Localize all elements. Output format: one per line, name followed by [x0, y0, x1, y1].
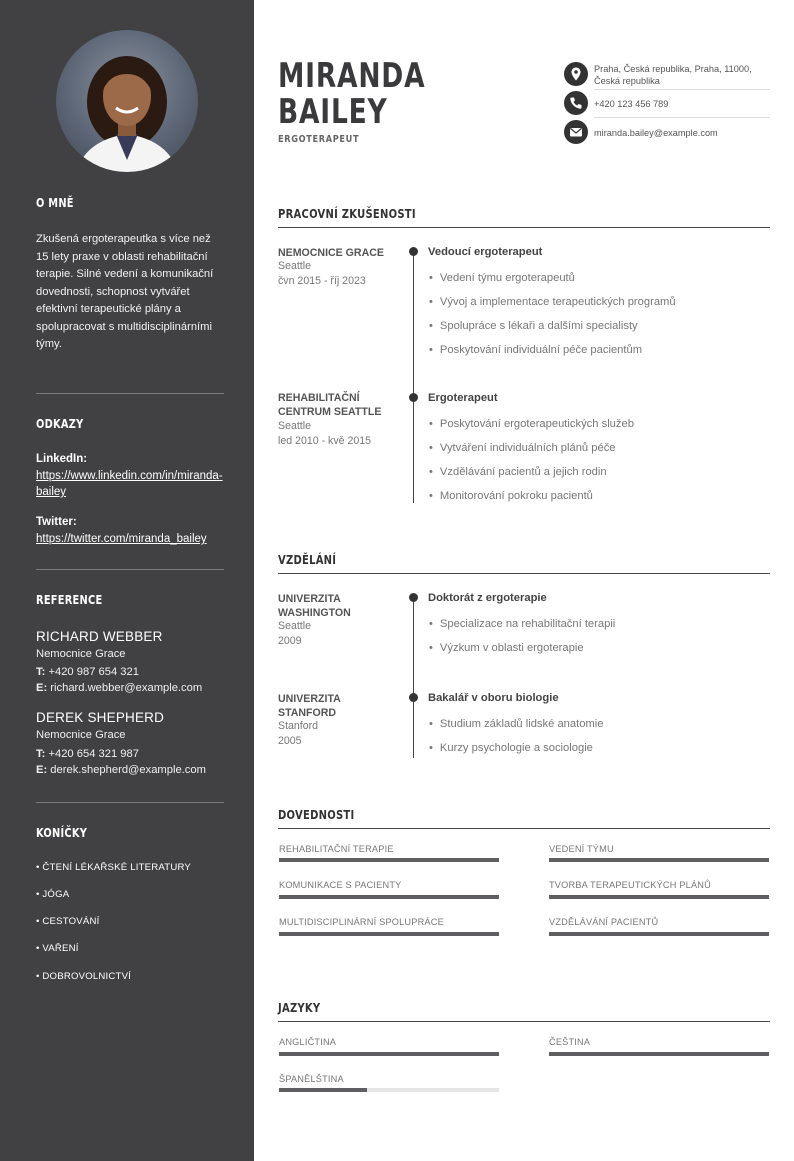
divider — [36, 802, 224, 803]
language-bar-fill — [279, 1088, 367, 1092]
reference-phone: T: +420 987 654 321 — [36, 666, 139, 678]
education-heading: VZDĚLÁNÍ — [278, 552, 337, 567]
skill-label: MULTIDISCIPLINÁRNÍ SPOLUPRÁCE — [279, 917, 444, 927]
about-heading: O MNĚ — [36, 196, 74, 210]
references-heading: REFERENCE — [36, 593, 103, 607]
skill-label: KOMUNIKACE S PACIENTY — [279, 880, 402, 890]
twitter-label: Twitter: — [36, 516, 77, 528]
skills-heading: DOVEDNOSTI — [278, 807, 355, 822]
links-heading: ODKAZY — [36, 417, 84, 431]
education-bullet: • Studium základů lidské anatomie — [429, 718, 603, 730]
job-bullet: • Vývoj a implementace terapeutických programů — [429, 296, 676, 308]
divider — [278, 1021, 770, 1022]
hobbies-heading: KONÍČKY — [36, 826, 88, 840]
skill-label: VZDĚLÁVÁNÍ PACIENTŮ — [549, 917, 659, 927]
about-text: Zkušená ergoterapeutka s více než 15 lety praxe v oblasti rehabilitační terapie. Silné vedení a komunikační dovednosti, schopnost vytvářet efektivní terapeutické plány a spolupracovat s multidisciplinárními týmy. — [36, 233, 214, 350]
skill-bar-fill — [549, 858, 769, 862]
job-bullet: • Poskytování ergoterapeutických služeb — [429, 418, 634, 430]
job-role: Ergoterapeut — [428, 392, 498, 404]
skill-bar — [549, 895, 769, 899]
contact-email[interactable]: miranda.bailey@example.com — [594, 128, 718, 138]
job-bullet: • Poskytování individuální péče pacientům — [429, 344, 642, 356]
timeline-line — [413, 251, 414, 503]
hobby-item: • CESTOVÁNÍ — [36, 916, 100, 927]
job-role: Vedoucí ergoterapeut — [428, 246, 543, 258]
reference-name: RICHARD WEBBER — [36, 629, 163, 644]
employer-name: NEMOCNICE GRACE — [278, 247, 384, 259]
education-bullet: • Specializace na rehabilitační terapii — [429, 618, 615, 630]
employer-location: Seattle — [278, 260, 311, 272]
job-bullet: • Vzdělávání pacientů a jejich rodin — [429, 466, 607, 478]
language-bar-fill — [549, 1052, 769, 1056]
skill-label: REHABILITAČNÍ TERAPIE — [279, 844, 394, 854]
graduation-year: 2009 — [278, 635, 302, 647]
language-bar — [549, 1052, 769, 1056]
timeline-dot — [409, 693, 418, 702]
timeline-dot — [409, 247, 418, 256]
divider — [36, 569, 224, 570]
profile-photo — [56, 30, 198, 172]
divider — [594, 117, 770, 118]
timeline-line — [413, 597, 414, 758]
employment-dates: čvn 2015 - říj 2023 — [278, 275, 366, 287]
job-title: ERGOTERAPEUT — [278, 134, 360, 145]
language-label: ANGLIČTINA — [279, 1037, 337, 1047]
divider — [278, 227, 770, 228]
skill-bar-fill — [279, 895, 499, 899]
employment-dates: led 2010 - kvě 2015 — [278, 435, 372, 447]
divider — [278, 573, 770, 574]
school-location: Seattle — [278, 620, 311, 632]
reference-org: Nemocnice Grace — [36, 648, 126, 660]
hobby-item: • VAŘENÍ — [36, 943, 79, 954]
sidebar — [0, 0, 254, 1161]
contact-phone[interactable]: +420 123 456 789 — [594, 99, 669, 109]
language-bar — [279, 1088, 499, 1092]
reference-email: E: derek.shepherd@example.com — [36, 764, 206, 776]
job-bullet: • Spolupráce s lékaři a dalšími specialisty — [429, 320, 638, 332]
languages-heading: JAZYKY — [278, 1000, 321, 1015]
reference-name: DEREK SHEPHERD — [36, 710, 165, 725]
reference-org: Nemocnice Grace — [36, 729, 126, 741]
skill-label: VEDENÍ TÝMU — [549, 844, 614, 854]
skill-bar — [279, 858, 499, 862]
reference-phone: T: +420 654 321 987 — [36, 748, 139, 760]
education-bullet: • Kurzy psychologie a sociologie — [429, 742, 593, 754]
skill-bar-fill — [549, 932, 769, 936]
timeline-dot — [409, 593, 418, 602]
language-label: ČEŠTINA — [549, 1037, 591, 1047]
twitter-link[interactable]: https://twitter.com/miranda_bailey — [36, 533, 207, 545]
education-bullet: • Výzkum v oblasti ergoterapie — [429, 642, 584, 654]
hobby-item: • JÓGA — [36, 889, 70, 900]
employer-name: REHABILITAČNÍ CENTRUM SEATTLE — [278, 392, 382, 418]
skill-bar-fill — [279, 858, 499, 862]
job-bullet: • Monitorování pokroku pacientů — [429, 490, 593, 502]
hobby-item: • DOBROVOLNICTVÍ — [36, 971, 132, 982]
degree-title: Doktorát z ergoterapie — [428, 592, 547, 604]
skill-bar — [549, 932, 769, 936]
school-location: Stanford — [278, 720, 319, 732]
divider — [36, 393, 224, 394]
timeline-dot — [409, 393, 418, 402]
job-bullet: • Vytváření individuálních plánů péče — [429, 442, 616, 454]
linkedin-link[interactable]: https://www.linkedin.com/in/miranda-bailey — [36, 470, 223, 498]
location-icon — [564, 62, 588, 86]
phone-icon — [564, 91, 588, 115]
email-icon — [564, 120, 588, 144]
degree-title: Bakalář v oboru biologie — [428, 692, 559, 704]
language-bar-fill — [279, 1052, 499, 1056]
experience-heading: PRACOVNÍ ZKUŠENOSTI — [278, 206, 416, 221]
school-name: UNIVERZITA WASHINGTON — [278, 593, 351, 619]
divider — [278, 828, 770, 829]
hobby-item: • ČTENÍ LÉKAŘSKÉ LITERATURY — [36, 862, 192, 873]
contact-address: Praha, Česká republika, Praha, 11000, Česká republika — [594, 64, 752, 86]
skill-label: TVORBA TERAPEUTICKÝCH PLÁNŮ — [549, 880, 711, 890]
skill-bar — [549, 858, 769, 862]
skill-bar — [279, 932, 499, 936]
language-bar — [279, 1052, 499, 1056]
skill-bar-fill — [279, 932, 499, 936]
skill-bar-fill — [549, 895, 769, 899]
reference-email: E: richard.webber@example.com — [36, 682, 203, 694]
full-name: MIRANDA BAILEY — [278, 56, 426, 132]
divider — [594, 89, 770, 90]
job-bullet: • Vedení týmu ergoterapeutů — [429, 272, 575, 284]
graduation-year: 2005 — [278, 735, 302, 747]
employer-location: Seattle — [278, 420, 311, 432]
skill-bar — [279, 895, 499, 899]
linkedin-label: LinkedIn: — [36, 453, 88, 465]
school-name: UNIVERZITA STANFORD — [278, 693, 341, 719]
language-label: ŠPANĚLŠTINA — [279, 1074, 344, 1084]
